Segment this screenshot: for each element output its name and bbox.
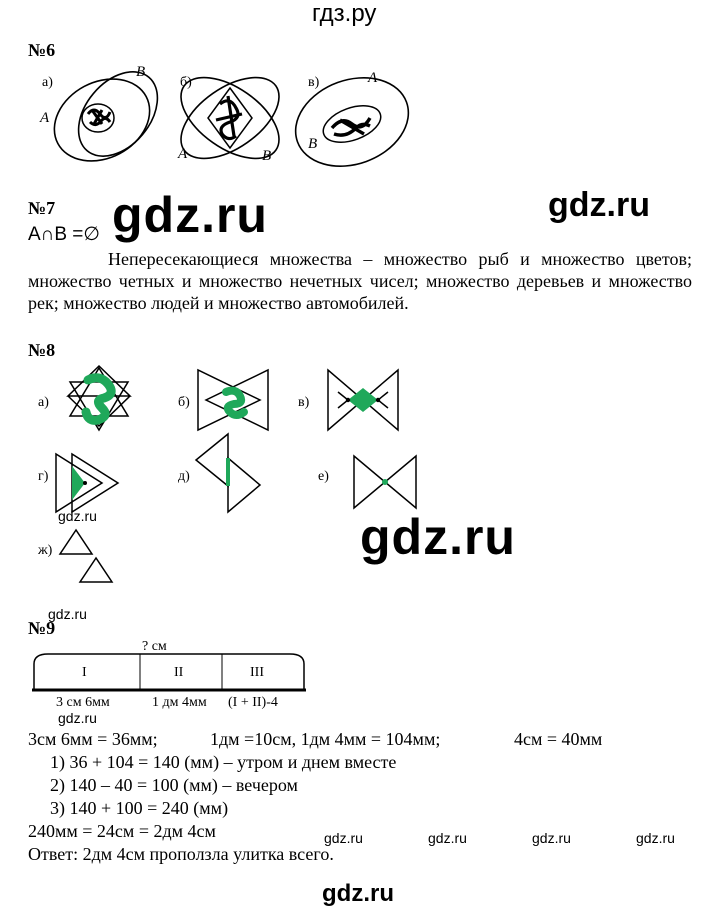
- conversion-line-1b: 1дм =10см, 1дм 4мм = 104мм;: [210, 729, 441, 749]
- fig-e-triangle-right: [228, 458, 260, 512]
- part-1-label: I: [82, 665, 87, 680]
- part-2-label: II: [174, 665, 184, 680]
- watermark-2: gdz.ru: [548, 186, 650, 224]
- site-title: гдз.ру: [312, 0, 377, 27]
- total-label: ? см: [142, 639, 167, 654]
- fig-d-label: г): [38, 469, 49, 484]
- segment-1-label: 3 см 6мм: [56, 695, 110, 710]
- watermark-10: gdz.ru: [636, 830, 675, 846]
- task9-number: №9: [28, 618, 56, 638]
- watermark-9: gdz.ru: [532, 830, 571, 846]
- watermark-1: gdz.ru: [112, 187, 268, 243]
- part-3-label: III: [250, 665, 264, 680]
- fig-a-label: а): [38, 395, 49, 410]
- conversion-result: 240мм = 24см = 2дм 4см: [28, 821, 216, 841]
- task7-formula: A∩B =∅: [28, 224, 100, 245]
- answer: Ответ: 2дм 4см проползла улитка всего.: [28, 844, 334, 864]
- fig-e-triangle-left: [196, 434, 228, 486]
- venn-a-text-a: A: [40, 110, 50, 126]
- venn-b-label: б): [180, 75, 192, 90]
- venn-c-text-b: B: [308, 136, 318, 152]
- venn-a-label: а): [42, 75, 53, 90]
- venn-c-text-a: A: [368, 70, 378, 86]
- watermark-8: gdz.ru: [428, 830, 467, 846]
- conversion-line-1c: 4см = 40мм: [514, 729, 603, 749]
- fig-g-label: ж): [38, 543, 53, 558]
- fig-f-label: е): [318, 469, 329, 484]
- task7-number: №7: [28, 198, 56, 218]
- segment-2-label: 1 дм 4мм: [152, 695, 207, 710]
- watermark-11: gdz.ru: [322, 880, 394, 907]
- fig-f-fill: [382, 479, 388, 485]
- fig-e-label: д): [178, 469, 190, 484]
- venn-a-text-b: B: [136, 64, 146, 80]
- task6-venn-diagrams: [30, 60, 420, 175]
- venn-b-text-a: A: [178, 146, 188, 162]
- task6-number: №6: [28, 40, 56, 60]
- task8-number: №8: [28, 340, 56, 360]
- fig-g-triangle-1: [60, 530, 92, 554]
- venn-c-label: в): [308, 75, 320, 90]
- fig-g-triangle-2: [80, 558, 112, 582]
- task7-text: Непересекающиеся множества – множество рыб и множество цветов; множество четных и множество нечетных чисел; множество деревьев и множество рек; множество людей и множество автомобилей.: [28, 249, 692, 313]
- watermark-6: gdz.ru: [58, 710, 97, 726]
- conversion-line-1a: 3см 6мм = 36мм;: [28, 729, 158, 749]
- fig-b-label: б): [178, 395, 190, 410]
- watermark-5: gdz.ru: [48, 606, 87, 622]
- step-3: 3) 140 + 100 = 240 (мм): [50, 798, 229, 818]
- watermark-7: gdz.ru: [324, 830, 363, 846]
- segment-3-label: (I + II)-4: [228, 695, 278, 710]
- venn-b-text-b: B: [262, 148, 272, 164]
- fig-c-label: в): [298, 395, 310, 410]
- fig-b-fill: [226, 391, 244, 415]
- step-1: 1) 36 + 104 = 140 (мм) – утром и днем вместе: [50, 752, 397, 772]
- watermark-4: gdz.ru: [360, 509, 516, 565]
- step-2: 2) 140 – 40 = 100 (мм) – вечером: [50, 775, 298, 795]
- watermark-3: gdz.ru: [58, 508, 97, 524]
- task9-segment-diagram: [28, 634, 318, 714]
